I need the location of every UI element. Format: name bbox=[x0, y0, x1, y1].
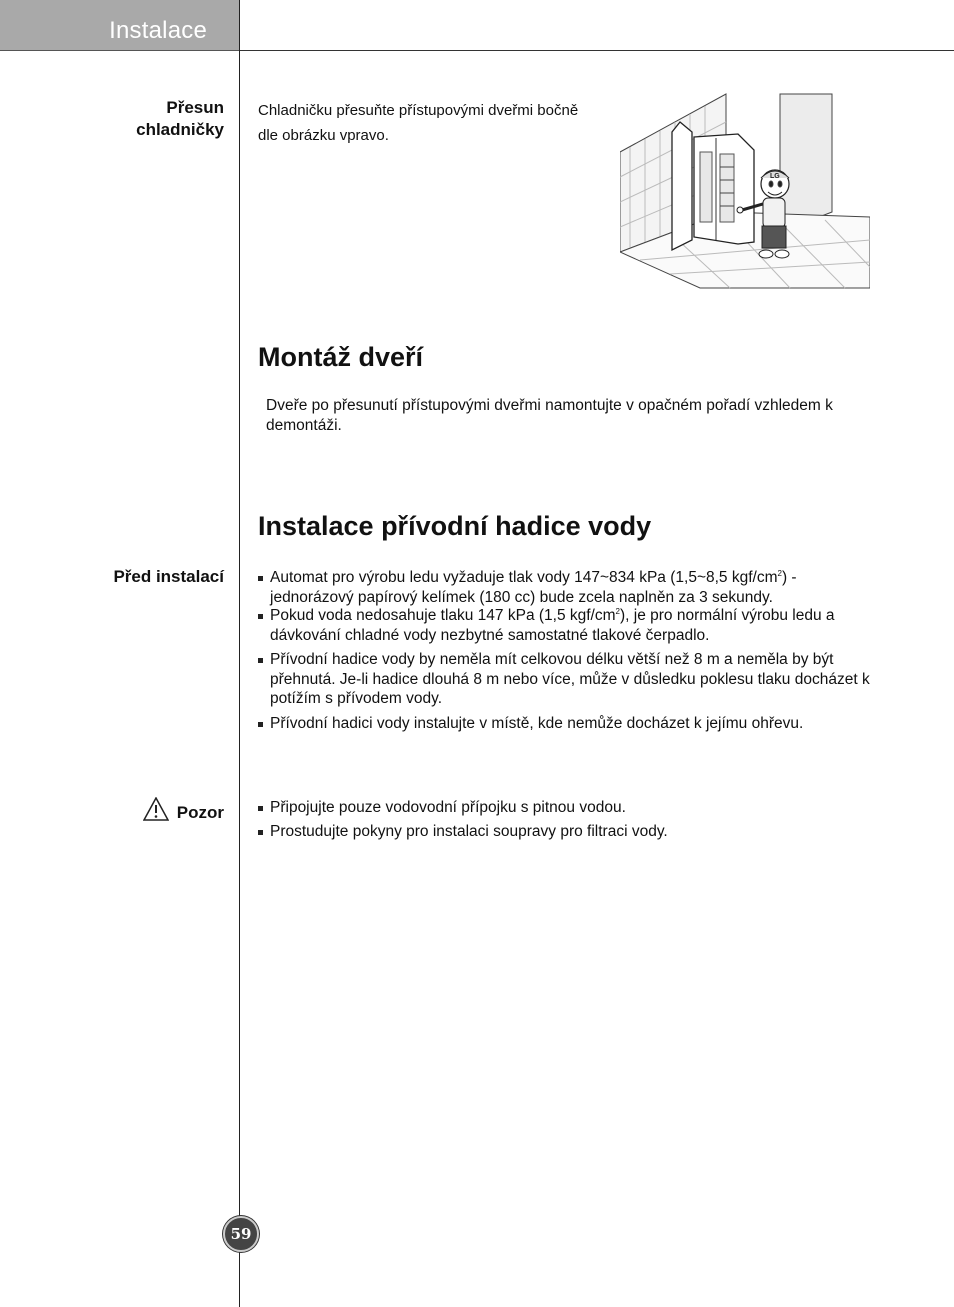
bullet2-part-a: Pokud voda nedosahuje tlaku 147 kPa (1,5 kgf/cm bbox=[270, 607, 616, 624]
list-item: Prostudujte pokyny pro instalaci soupravy pro filtraci vody. bbox=[258, 822, 878, 842]
move-label bbox=[136, 97, 224, 141]
move-text-line1: Chladničku přesuňte přístupovými dveřmi bočně bbox=[258, 102, 579, 119]
bullet2-part-b: ), je pro normální výrobu ledu a dávkování chladné vody nezbytné samostatné tlakové čerpadlo. bbox=[270, 607, 835, 644]
list-item: Připojujte pouze vodovodní přípojku s pitnou vodou. bbox=[258, 798, 878, 818]
bullet2-sup: 2 bbox=[615, 606, 620, 616]
refrigerator-moving-illustration bbox=[620, 92, 870, 290]
list-item bbox=[258, 568, 878, 607]
bullet1-part-b: ) - bbox=[781, 569, 797, 586]
caution-label-text: Pozor bbox=[176, 803, 224, 822]
move-text bbox=[258, 98, 608, 148]
list-item: Přívodní hadici vody instalujte v místě, kde nemůže docházet k jejímu ohřevu. bbox=[258, 714, 878, 734]
caution-label bbox=[143, 797, 224, 824]
bullet1-part-c: jednorázový papírový kelímek (180 cc) bude zcela naplněn za 3 sekundy. bbox=[270, 588, 773, 606]
caution-bullet-list bbox=[258, 798, 878, 846]
bullet1-part-a: Automat pro výrobu ledu vyžaduje tlak vody 147~834 kPa (1,5~8,5 kgf/cm bbox=[270, 569, 778, 586]
water-bullet-list bbox=[258, 568, 878, 738]
move-label-line1: Přesun bbox=[166, 98, 224, 117]
margin-divider bbox=[239, 0, 240, 1307]
move-label-line2: chladničky bbox=[136, 120, 224, 139]
door-text: Dveře po přesunutí přístupovými dveřmi namontujte v opačném pořadí vzhledem k demontáži. bbox=[266, 397, 833, 434]
before-installation-label: Před instalací bbox=[113, 567, 224, 586]
list-item bbox=[258, 606, 878, 645]
section-header-tab bbox=[0, 0, 239, 51]
water-title: Instalace přívodní hadice vody bbox=[258, 511, 652, 541]
move-text-line2: dle obrázku vpravo. bbox=[258, 127, 389, 144]
warning-icon bbox=[143, 797, 169, 821]
section-title: Instalace bbox=[109, 17, 207, 44]
page-number: 59 bbox=[223, 1216, 259, 1252]
header-divider bbox=[239, 50, 954, 51]
bullet1-sup: 2 bbox=[777, 568, 782, 578]
illustration-brand-text: LG bbox=[770, 173, 780, 180]
list-item: Přívodní hadice vody by neměla mít celkovou délku větší než 8 m a neměla by být přehnutá. Je-li hadice dlouhá 8 m nebo více, může v důsledku poklesu tlaku docházet k potížím s přívodem vody. bbox=[258, 650, 878, 709]
door-title: Montáž dveří bbox=[258, 342, 424, 372]
